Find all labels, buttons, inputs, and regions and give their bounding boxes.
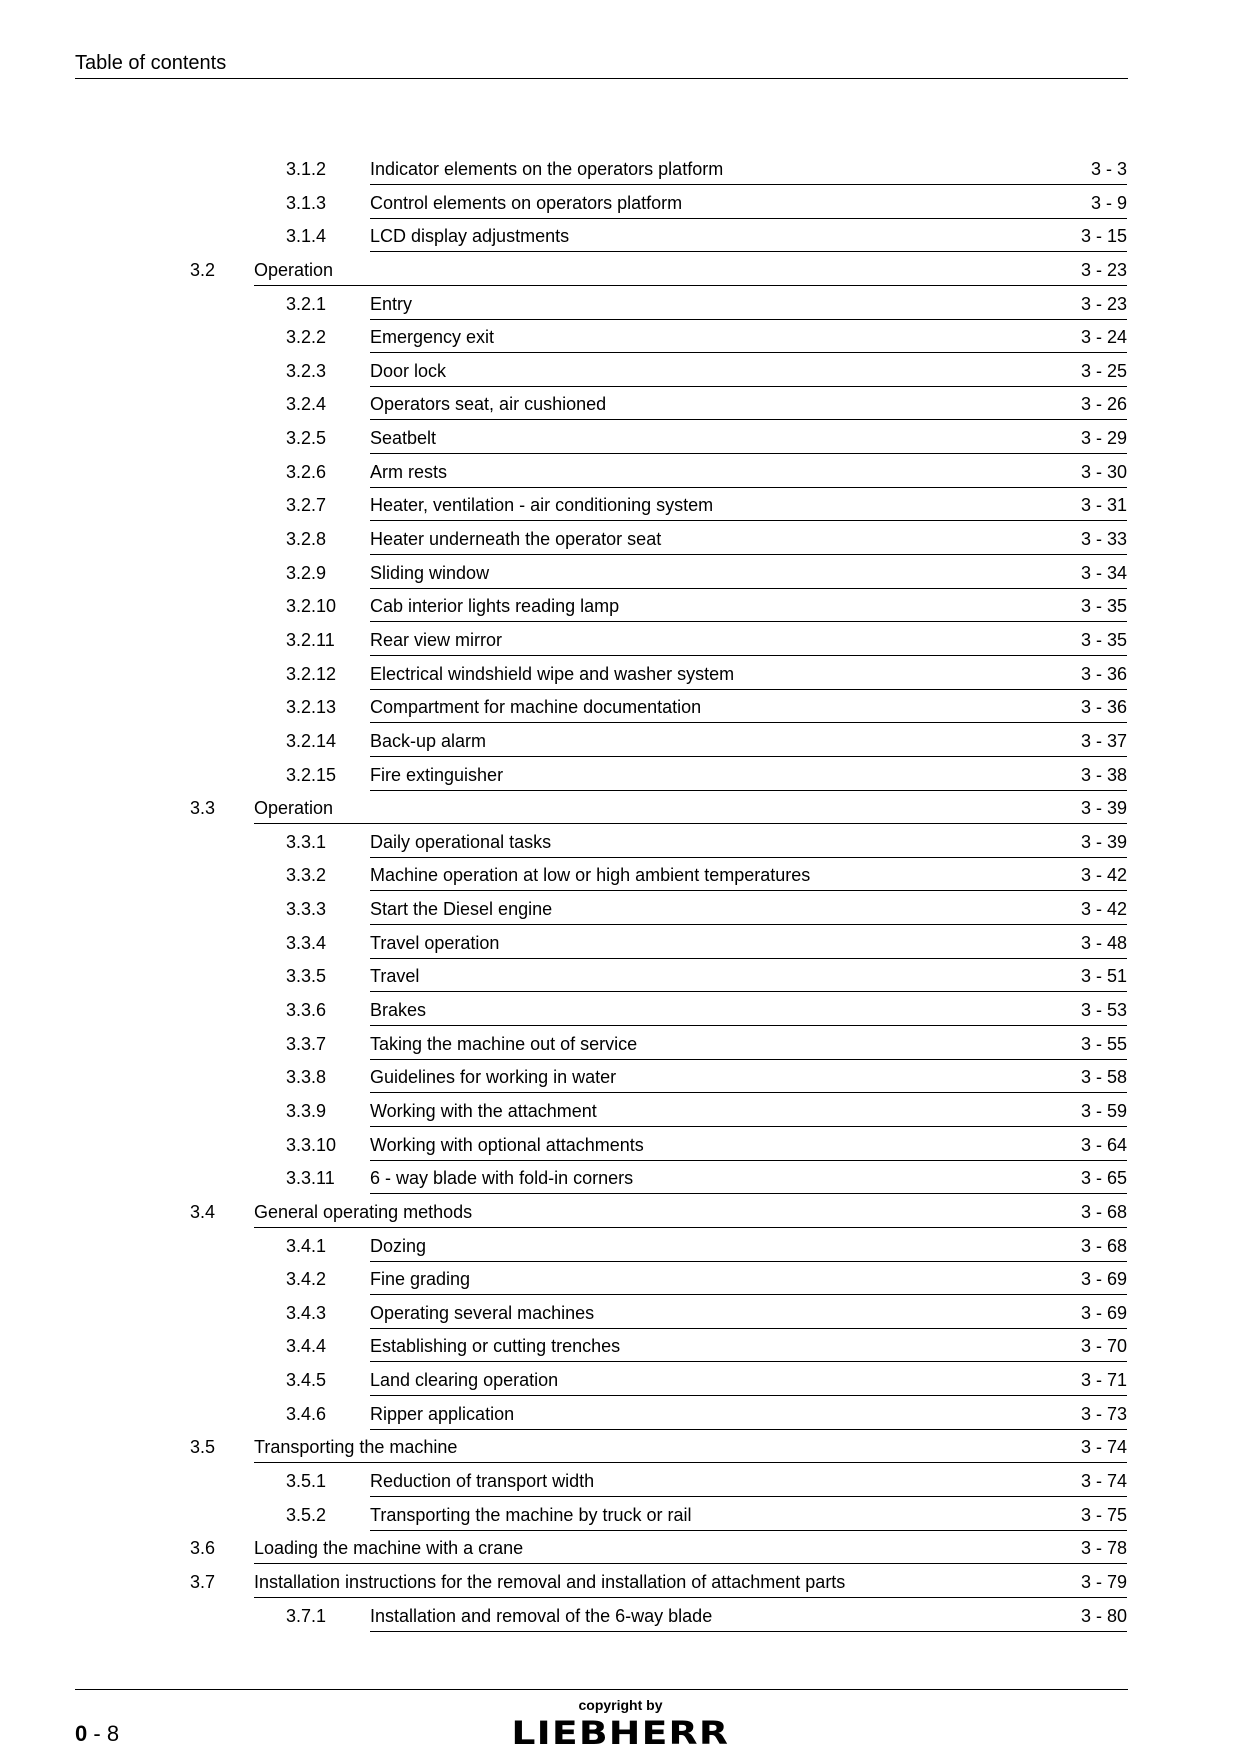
toc-entry-page: 3 - 31	[1080, 495, 1127, 516]
toc-entry-rule	[370, 1429, 1127, 1430]
toc-entry-number: 3.3.8	[286, 1067, 327, 1088]
toc-entry-title: Brakes	[370, 1000, 427, 1021]
toc-entry-title: Installation instructions for the removal and installation of attachment parts	[254, 1571, 846, 1592]
toc-entry-page: 3 - 55	[1080, 1033, 1127, 1054]
toc-entry-title: Travel operation	[370, 932, 500, 953]
toc-entry-rule	[254, 823, 1127, 824]
toc-entry-title: Compartment for machine documentation	[370, 697, 702, 718]
toc-entry[interactable]	[0, 826, 1241, 860]
toc-entry-rule	[370, 1328, 1127, 1329]
toc-entry-page: 3 - 24	[1080, 327, 1127, 348]
toc-entry-page: 3 - 69	[1080, 1302, 1127, 1323]
toc-entry[interactable]	[0, 960, 1241, 994]
toc-entry-title: Heater, ventilation - air conditioning system	[370, 495, 714, 516]
toc-entry[interactable]	[0, 1600, 1241, 1634]
toc-entry-number: 3.1.4	[286, 226, 327, 247]
toc-entry-rule	[370, 790, 1127, 791]
toc-entry-rule	[370, 588, 1127, 589]
toc-entry-page: 3 - 73	[1080, 1403, 1127, 1424]
toc-entry-rule	[370, 520, 1127, 521]
toc-entry[interactable]	[0, 1532, 1241, 1566]
page-number-separator: -	[87, 1721, 107, 1746]
toc-entry-title: General operating methods	[254, 1201, 473, 1222]
toc-entry[interactable]	[0, 1431, 1241, 1465]
toc-entry-title: Control elements on operators platform	[370, 192, 683, 213]
toc-entry-rule	[370, 184, 1127, 185]
toc-entry-page: 3 - 51	[1080, 966, 1127, 987]
table-of-contents	[0, 153, 1241, 1633]
toc-entry-number: 3.5	[190, 1437, 216, 1458]
toc-entry[interactable]	[0, 355, 1241, 389]
toc-entry-rule	[370, 1530, 1127, 1531]
toc-entry-rule	[370, 991, 1127, 992]
toc-entry[interactable]	[0, 1263, 1241, 1297]
toc-entry[interactable]	[0, 254, 1241, 288]
toc-entry-title: Door lock	[370, 360, 447, 381]
toc-entry[interactable]	[0, 927, 1241, 961]
toc-entry-number: 3.4.4	[286, 1336, 327, 1357]
toc-entry-title: Fire extinguisher	[370, 764, 504, 785]
toc-entry-number: 3.2.5	[286, 428, 327, 449]
toc-entry[interactable]	[0, 994, 1241, 1028]
toc-entry-rule	[254, 1227, 1127, 1228]
toc-entry-title: Heater underneath the operator seat	[370, 529, 662, 550]
toc-entry-number: 3.5.2	[286, 1504, 327, 1525]
toc-entry-rule	[370, 386, 1127, 387]
toc-entry-page: 3 - 25	[1080, 360, 1127, 381]
toc-entry-title: Fine grading	[370, 1269, 471, 1290]
toc-entry[interactable]	[0, 456, 1241, 490]
toc-entry-title: Start the Diesel engine	[370, 899, 553, 920]
toc-entry[interactable]	[0, 1230, 1241, 1264]
toc-entry-page: 3 - 74	[1080, 1470, 1127, 1491]
toc-entry[interactable]	[0, 1499, 1241, 1533]
toc-entry-title: Transporting the machine	[254, 1437, 458, 1458]
toc-entry-page: 3 - 64	[1080, 1134, 1127, 1155]
toc-entry-rule	[370, 655, 1127, 656]
toc-entry-rule	[370, 722, 1127, 723]
toc-entry-number: 3.2.11	[286, 629, 335, 650]
toc-entry-title: Transporting the machine by truck or rail	[370, 1504, 692, 1525]
toc-entry[interactable]	[0, 624, 1241, 658]
toc-entry-page: 3 - 75	[1080, 1504, 1127, 1525]
toc-entry-number: 3.3.1	[286, 831, 327, 852]
toc-entry-title: Ripper application	[370, 1403, 515, 1424]
toc-entry-number: 3.2.10	[286, 596, 337, 617]
copyright-notice: copyright by	[578, 1697, 663, 1713]
toc-entry[interactable]	[0, 1129, 1241, 1163]
toc-entry-page: 3 - 36	[1080, 663, 1127, 684]
header-rule	[75, 78, 1128, 79]
footer-rule	[75, 1689, 1128, 1690]
toc-entry-title: Cab interior lights reading lamp	[370, 596, 620, 617]
toc-entry[interactable]	[0, 388, 1241, 422]
toc-entry-number: 3.6	[190, 1538, 216, 1559]
toc-entry-title: Reduction of transport width	[370, 1470, 595, 1491]
toc-entry-title: Arm rests	[370, 461, 448, 482]
toc-entry-title: Taking the machine out of service	[370, 1033, 638, 1054]
toc-entry-title: Indicator elements on the operators platform	[370, 159, 724, 179]
toc-entry-number: 3.4.1	[286, 1235, 327, 1256]
toc-entry[interactable]	[0, 153, 1241, 187]
toc-entry-number: 3.2.2	[286, 327, 327, 348]
toc-entry-page: 3 - 74	[1080, 1437, 1127, 1458]
page-number-value: 8	[106, 1721, 120, 1746]
toc-entry[interactable]	[0, 691, 1241, 725]
toc-entry-page: 3 - 39	[1080, 831, 1127, 852]
toc-entry-number: 3.3.9	[286, 1100, 327, 1121]
toc-entry-rule	[370, 352, 1127, 353]
toc-entry[interactable]	[0, 220, 1241, 254]
toc-entry-rule	[370, 1261, 1127, 1262]
toc-entry-page: 3 - 37	[1080, 730, 1127, 751]
toc-entry-number: 3.7	[190, 1571, 216, 1592]
toc-entry-page: 3 - 26	[1080, 394, 1127, 415]
toc-entry-title: Seatbelt	[370, 428, 437, 449]
toc-entry-rule	[370, 1193, 1127, 1194]
toc-entry[interactable]	[0, 1196, 1241, 1230]
toc-entry-rule	[254, 1563, 1127, 1564]
toc-entry-title: LCD display adjustments	[370, 226, 570, 247]
toc-entry-number: 3.4.2	[286, 1269, 327, 1290]
toc-entry-rule	[370, 419, 1127, 420]
toc-entry-page: 3 - 9	[1090, 192, 1127, 213]
toc-entry-rule	[370, 1092, 1127, 1093]
toc-entry-title: Working with optional attachments	[370, 1134, 644, 1155]
toc-entry-title: Operators seat, air cushioned	[370, 394, 607, 415]
toc-entry-number: 3.2.9	[286, 562, 327, 583]
toc-entry-rule	[370, 1395, 1127, 1396]
toc-entry-title: Travel	[370, 966, 420, 987]
toc-entry-number: 3.2.12	[286, 663, 337, 684]
toc-entry[interactable]	[0, 557, 1241, 591]
toc-entry-number: 3.2.1	[286, 293, 327, 314]
toc-entry-title: Sliding window	[370, 562, 490, 583]
toc-entry-rule	[370, 689, 1127, 690]
toc-entry-page: 3 - 15	[1080, 226, 1127, 247]
toc-entry-number: 3.5.1	[286, 1470, 327, 1491]
toc-entry-number: 3.2.6	[286, 461, 327, 482]
toc-entry-page: 3 - 65	[1080, 1168, 1127, 1189]
toc-entry-rule	[370, 1126, 1127, 1127]
toc-entry-page: 3 - 58	[1080, 1067, 1127, 1088]
toc-entry-page: 3 - 34	[1080, 562, 1127, 583]
toc-entry-rule	[370, 251, 1127, 252]
toc-entry-number: 3.2.4	[286, 394, 327, 415]
toc-entry-number: 3.2.3	[286, 360, 327, 381]
toc-entry-number: 3.7.1	[286, 1605, 327, 1626]
toc-entry[interactable]	[0, 1330, 1241, 1364]
toc-entry-page: 3 - 42	[1080, 865, 1127, 886]
toc-entry-page: 3 - 68	[1080, 1235, 1127, 1256]
toc-entry-number: 3.1.3	[286, 192, 327, 213]
toc-entry[interactable]	[0, 1465, 1241, 1499]
toc-entry-title: 6 - way blade with fold-in corners	[370, 1168, 634, 1189]
toc-entry-page: 3 - 33	[1080, 529, 1127, 550]
toc-entry-page: 3 - 29	[1080, 428, 1127, 449]
toc-entry-page: 3 - 68	[1080, 1201, 1127, 1222]
toc-entry-number: 3.3.2	[286, 865, 327, 886]
toc-entry-page: 3 - 35	[1080, 629, 1127, 650]
toc-entry-title: Dozing	[370, 1235, 427, 1256]
toc-entry-rule	[370, 487, 1127, 488]
toc-entry[interactable]	[0, 1162, 1241, 1196]
toc-entry[interactable]	[0, 288, 1241, 322]
toc-entry-title: Back-up alarm	[370, 730, 487, 751]
toc-entry-number: 3.3.10	[286, 1134, 337, 1155]
toc-entry[interactable]	[0, 1364, 1241, 1398]
toc-entry-page: 3 - 80	[1080, 1605, 1127, 1626]
toc-entry-number: 3.2.13	[286, 697, 337, 718]
toc-entry-title: Entry	[370, 293, 413, 314]
toc-entry-number: 3.3.6	[286, 1000, 327, 1021]
toc-entry-rule	[370, 756, 1127, 757]
toc-entry-title: Land clearing operation	[370, 1370, 559, 1391]
toc-entry-rule	[370, 218, 1127, 219]
toc-entry[interactable]	[0, 658, 1241, 692]
toc-entry-page: 3 - 42	[1080, 899, 1127, 920]
logo-wordmark: LIEBHERR	[511, 1714, 730, 1752]
toc-entry-number: 3.4	[190, 1201, 216, 1222]
toc-entry-title: Rear view mirror	[370, 629, 503, 650]
toc-entry-rule	[254, 1462, 1127, 1463]
toc-entry-rule	[370, 453, 1127, 454]
toc-entry-number: 3.4.6	[286, 1403, 327, 1424]
toc-entry-rule	[370, 319, 1127, 320]
toc-entry-title: Electrical windshield wipe and washer system	[370, 663, 735, 684]
toc-entry[interactable]	[0, 489, 1241, 523]
toc-entry-title: Operation	[254, 798, 334, 819]
toc-entry[interactable]	[0, 1398, 1241, 1432]
toc-entry-rule	[370, 621, 1127, 622]
toc-entry-rule	[370, 1361, 1127, 1362]
toc-entry[interactable]	[0, 1061, 1241, 1095]
toc-entry-title: Emergency exit	[370, 327, 495, 348]
toc-entry-page: 3 - 35	[1080, 596, 1127, 617]
toc-entry-page: 3 - 23	[1080, 293, 1127, 314]
toc-entry-page: 3 - 53	[1080, 1000, 1127, 1021]
toc-entry-page: 3 - 38	[1080, 764, 1127, 785]
toc-entry[interactable]	[0, 725, 1241, 759]
toc-entry-rule	[254, 285, 1127, 286]
toc-entry-number: 3.1.2	[286, 159, 327, 179]
toc-entry-rule	[370, 554, 1127, 555]
toc-entry-number: 3.2.8	[286, 529, 327, 550]
toc-entry-number: 3.4.3	[286, 1302, 327, 1323]
toc-entry-title: Operating several machines	[370, 1302, 595, 1323]
toc-entry-page: 3 - 3	[1090, 159, 1127, 179]
toc-entry[interactable]	[0, 523, 1241, 557]
toc-entry-page: 3 - 71	[1080, 1370, 1127, 1391]
toc-entry[interactable]	[0, 1566, 1241, 1600]
toc-entry[interactable]	[0, 590, 1241, 624]
toc-entry-title: Loading the machine with a crane	[254, 1538, 524, 1559]
toc-entry-number: 3.2.7	[286, 495, 327, 516]
toc-entry-title: Establishing or cutting trenches	[370, 1336, 621, 1357]
toc-entry-number: 3.3	[190, 798, 216, 819]
toc-entry-page: 3 - 36	[1080, 697, 1127, 718]
toc-entry-number: 3.3.4	[286, 932, 327, 953]
toc-entry-title: Daily operational tasks	[370, 831, 552, 852]
toc-entry[interactable]	[0, 893, 1241, 927]
toc-entry-rule	[370, 1059, 1127, 1060]
toc-entry-rule	[370, 1294, 1127, 1295]
toc-entry-number: 3.3.3	[286, 899, 327, 920]
toc-entry[interactable]	[0, 1297, 1241, 1331]
toc-entry-number: 3.3.11	[286, 1168, 335, 1189]
toc-entry[interactable]	[0, 187, 1241, 221]
toc-entry-page: 3 - 70	[1080, 1336, 1127, 1357]
toc-entry[interactable]	[0, 321, 1241, 355]
toc-entry-rule	[370, 958, 1127, 959]
toc-entry-title: Guidelines for working in water	[370, 1067, 617, 1088]
toc-entry-number: 3.2.15	[286, 764, 337, 785]
toc-entry-page: 3 - 69	[1080, 1269, 1127, 1290]
toc-entry-page: 3 - 39	[1080, 798, 1127, 819]
toc-entry-rule	[370, 1631, 1127, 1632]
page-number-chapter: 0	[75, 1721, 88, 1746]
toc-entry-rule	[370, 1496, 1127, 1497]
toc-entry-rule	[254, 1597, 1127, 1598]
toc-entry-page: 3 - 79	[1080, 1571, 1127, 1592]
toc-entry-title: Machine operation at low or high ambient temperatures	[370, 865, 811, 886]
toc-entry[interactable]	[0, 422, 1241, 456]
toc-entry-rule	[370, 1160, 1127, 1161]
toc-entry-number: 3.3.7	[286, 1033, 327, 1054]
running-header-title: Table of contents	[75, 52, 227, 74]
toc-entry-rule	[370, 924, 1127, 925]
liebherr-logo	[0, 1714, 1241, 1752]
toc-entry[interactable]	[0, 859, 1241, 893]
toc-entry-rule	[370, 890, 1127, 891]
toc-entry-page: 3 - 59	[1080, 1100, 1127, 1121]
toc-entry-page: 3 - 30	[1080, 461, 1127, 482]
toc-entry-number: 3.4.5	[286, 1370, 327, 1391]
toc-entry-page: 3 - 23	[1080, 259, 1127, 280]
toc-entry-title: Operation	[254, 259, 334, 280]
toc-entry-number: 3.3.5	[286, 966, 327, 987]
toc-entry-rule	[370, 857, 1127, 858]
toc-entry[interactable]	[0, 792, 1241, 826]
toc-entry-title: Working with the attachment	[370, 1100, 597, 1121]
toc-entry-number: 3.2.14	[286, 730, 337, 751]
toc-entry[interactable]	[0, 1095, 1241, 1129]
toc-entry[interactable]	[0, 1028, 1241, 1062]
toc-entry-rule	[370, 1025, 1127, 1026]
toc-entry[interactable]	[0, 759, 1241, 793]
toc-entry-number: 3.2	[190, 259, 216, 280]
toc-entry-page: 3 - 78	[1080, 1538, 1127, 1559]
toc-entry-title: Installation and removal of the 6-way blade	[370, 1605, 713, 1626]
toc-entry-page: 3 - 48	[1080, 932, 1127, 953]
